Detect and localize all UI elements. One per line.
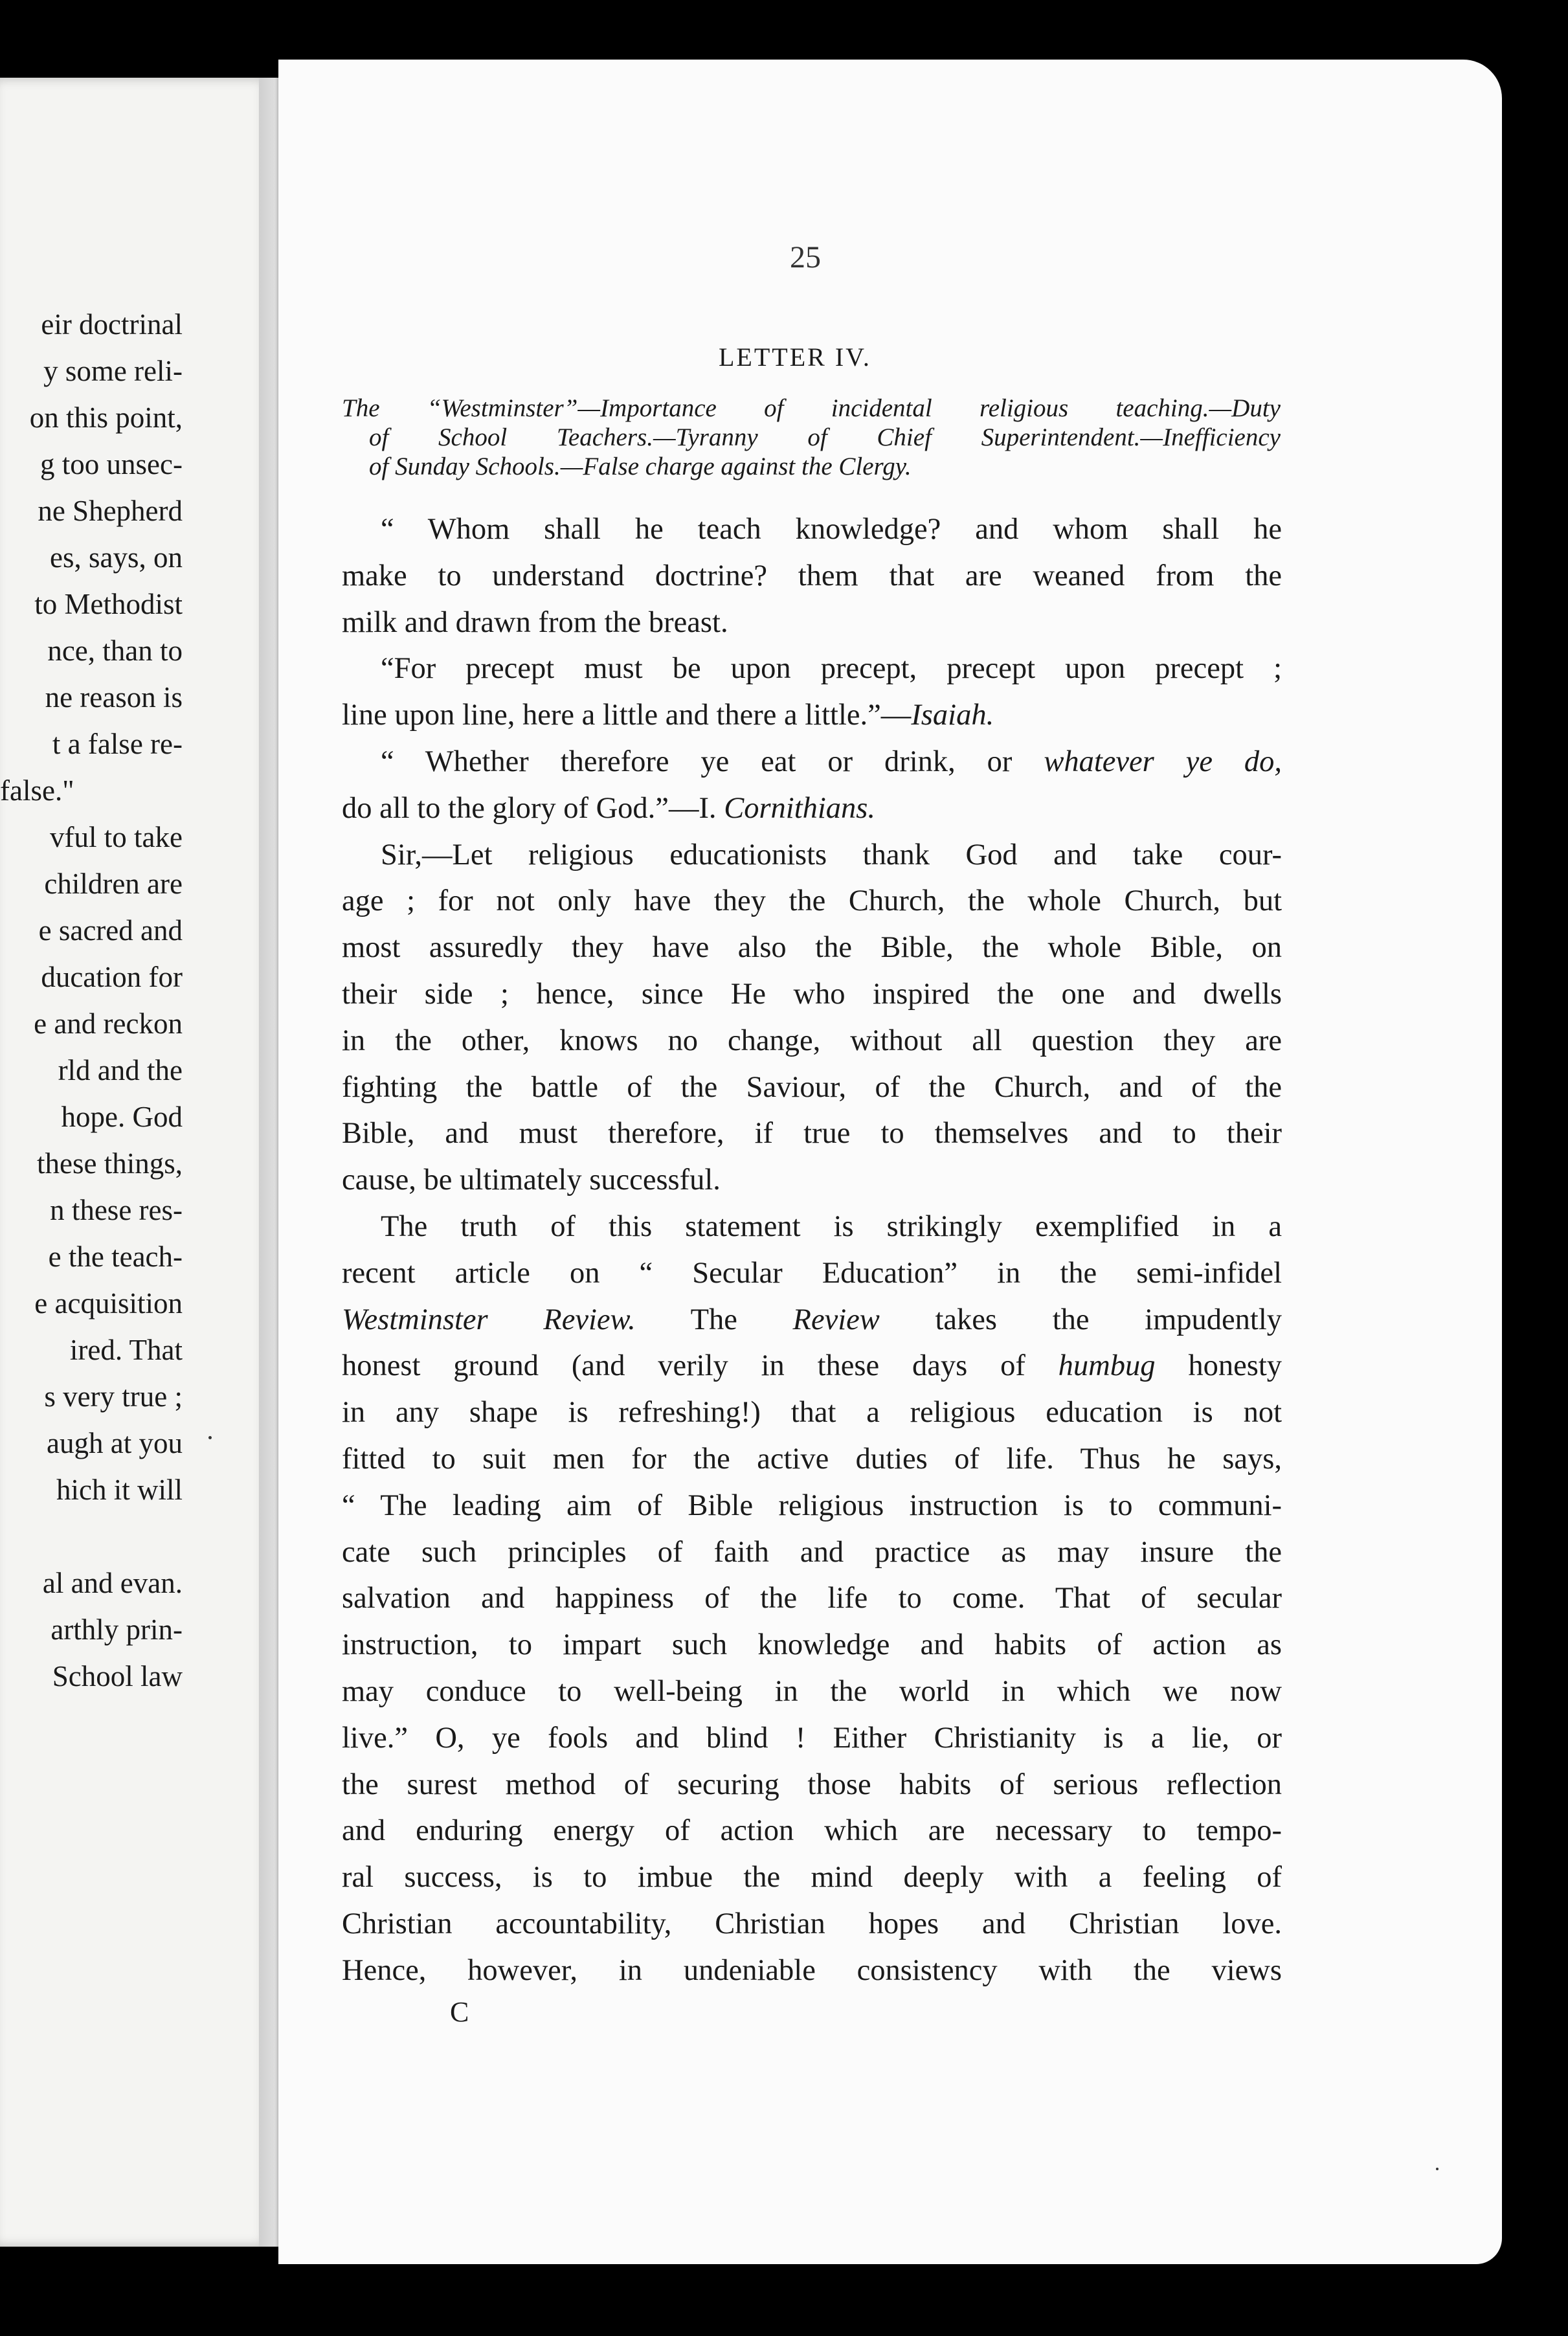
page-number: 25	[790, 240, 821, 275]
publication-title: Review	[792, 1303, 880, 1336]
left-page-line: eir doctrinal	[41, 308, 183, 341]
body-line: Bible, and must therefore, if true to themselves and to their	[342, 1117, 1282, 1151]
left-page-line: t a false re-	[52, 728, 183, 760]
left-page-line: on this point,	[29, 401, 183, 434]
left-page-line: nce, than to	[47, 635, 183, 667]
body-line: the surest method of securing those habits of serious reflection	[342, 1768, 1282, 1801]
body-line	[342, 739, 1282, 785]
body-line: their side ; hence, since He who inspired the one and dwells	[342, 977, 1282, 1011]
body-line: recent article on “ Secular Education” in the semi-infidel	[342, 1256, 1282, 1290]
left-page-line: al and evan.	[42, 1567, 183, 1599]
body-line: “ Whom shall he teach knowledge? and whom shall he	[381, 513, 1282, 546]
body-text-run: line upon line, here a little and there a little.”—	[342, 699, 912, 732]
summary-line: The “Westminster”—Importance of incidental religious teaching.—Duty	[342, 394, 1281, 422]
ink-speck	[1436, 2168, 1439, 2170]
left-page-line: ired. That	[69, 1334, 183, 1366]
citation-corinthians: Cornithians.	[724, 791, 876, 825]
left-page-line: augh at you	[47, 1427, 183, 1459]
body-text-run: “ Whether therefore ye eat or drink, or	[381, 745, 1044, 778]
body-line: “ The leading aim of Bible religious instruction is to communi-	[342, 1488, 1282, 1522]
body-line: most assuredly they have also the Bible, the whole Bible, on	[342, 931, 1282, 965]
left-page-line: e sacred and	[38, 914, 183, 947]
left-page-line: children are	[44, 868, 183, 900]
left-page-line: y some reli-	[43, 355, 183, 387]
body-text-run: do all to the glory of God.”—I.	[342, 791, 724, 825]
citation-isaiah: Isaiah.	[911, 699, 994, 732]
left-page-line: es, says, on	[50, 541, 183, 574]
body-line: The truth of this statement is strikingly exemplified in a	[381, 1209, 1282, 1243]
body-line: cate such principles of faith and practice as may insure the	[342, 1535, 1282, 1569]
body-text	[342, 506, 1282, 1994]
left-page-line: these things,	[37, 1147, 183, 1180]
body-line: age ; for not only have they the Church, the whole Church, but	[342, 884, 1282, 918]
left-page-line: g too unsec-	[40, 448, 183, 480]
summary-line: of Sunday Schools.—False charge against the Clergy.	[369, 453, 912, 480]
body-line: Hence, however, in undeniable consistency with the views	[342, 1953, 1282, 1987]
body-line: in any shape is refreshing!) that a religious education is not	[342, 1396, 1282, 1430]
left-page-line: to Methodist	[34, 588, 183, 620]
body-line: may conduce to well-being in the world in which we now	[342, 1674, 1282, 1708]
body-line: cause, be ultimately successful.	[342, 1163, 721, 1197]
left-page-line: rld and the	[58, 1054, 183, 1086]
body-line: Sir,—Let religious educationists thank God and take cour-	[381, 838, 1282, 871]
body-line	[342, 785, 1282, 832]
letter-title: LETTER IV.	[719, 343, 871, 372]
body-line: instruction, to impart such knowledge and habits of action as	[342, 1628, 1282, 1662]
left-page-line: e and reckon	[34, 1007, 183, 1040]
body-line: fitted to suit men for the active duties of life. Thus he says,	[342, 1442, 1282, 1476]
ink-speck	[208, 1436, 212, 1439]
body-text-run: The	[635, 1303, 793, 1336]
body-line: live.” O, ye fools and blind ! Either Christianity is a lie, or	[342, 1721, 1282, 1755]
left-page-line: e the teach-	[48, 1241, 183, 1273]
left-page-line: hich it will	[56, 1474, 183, 1506]
left-page-line: e acquisition	[34, 1287, 183, 1320]
signature-mark: C	[450, 1996, 469, 2028]
left-page-line: hope. God	[61, 1101, 183, 1133]
left-page-line: ne reason is	[45, 681, 183, 713]
emphasis-whatever-ye-do: whatever ye do,	[1044, 745, 1282, 778]
left-page-line: n these res-	[50, 1194, 183, 1226]
body-line: in the other, knows no change, without all question they are	[342, 1024, 1282, 1057]
body-line	[342, 1297, 1282, 1343]
left-page-line: arthly prin-	[50, 1613, 183, 1646]
body-text-run: takes the impudently	[879, 1303, 1282, 1336]
left-page	[0, 78, 272, 2247]
chapter-summary	[342, 394, 1281, 481]
body-line: salvation and happiness of the life to come. That of secular	[342, 1582, 1282, 1615]
publication-title: Westminster Review.	[342, 1303, 636, 1336]
left-page-line: false."	[0, 774, 74, 807]
body-text-run: honest ground (and verily in these days of	[342, 1349, 1058, 1383]
summary-line: of School Teachers.—Tyranny of Chief Superintendent.—Inefficiency	[369, 423, 1281, 451]
body-line: make to understand doctrine? them that are weaned from the	[342, 559, 1282, 592]
body-line: milk and drawn from the breast.	[342, 605, 728, 639]
left-page-line: ducation for	[41, 961, 183, 993]
left-page-line: ne Shepherd	[38, 495, 183, 527]
left-page-line: vful to take	[50, 821, 183, 853]
body-line: and enduring energy of action which are necessary to tempo-	[342, 1814, 1282, 1848]
body-line: ral success, is to imbue the mind deeply with a feeling of	[342, 1861, 1282, 1894]
body-line: Christian accountability, Christian hopes and Christian love.	[342, 1907, 1282, 1940]
left-page-line: School law	[52, 1660, 183, 1692]
body-text-run: honesty	[1155, 1349, 1282, 1383]
body-line: “For precept must be upon precept, precept upon precept ;	[381, 652, 1282, 686]
emphasis-humbug: humbug	[1058, 1349, 1156, 1383]
body-line: fighting the battle of the Saviour, of the Church, and of the	[342, 1070, 1282, 1104]
left-page-line: s very true ;	[44, 1380, 183, 1413]
body-line	[342, 692, 1282, 739]
body-line	[342, 1343, 1282, 1389]
